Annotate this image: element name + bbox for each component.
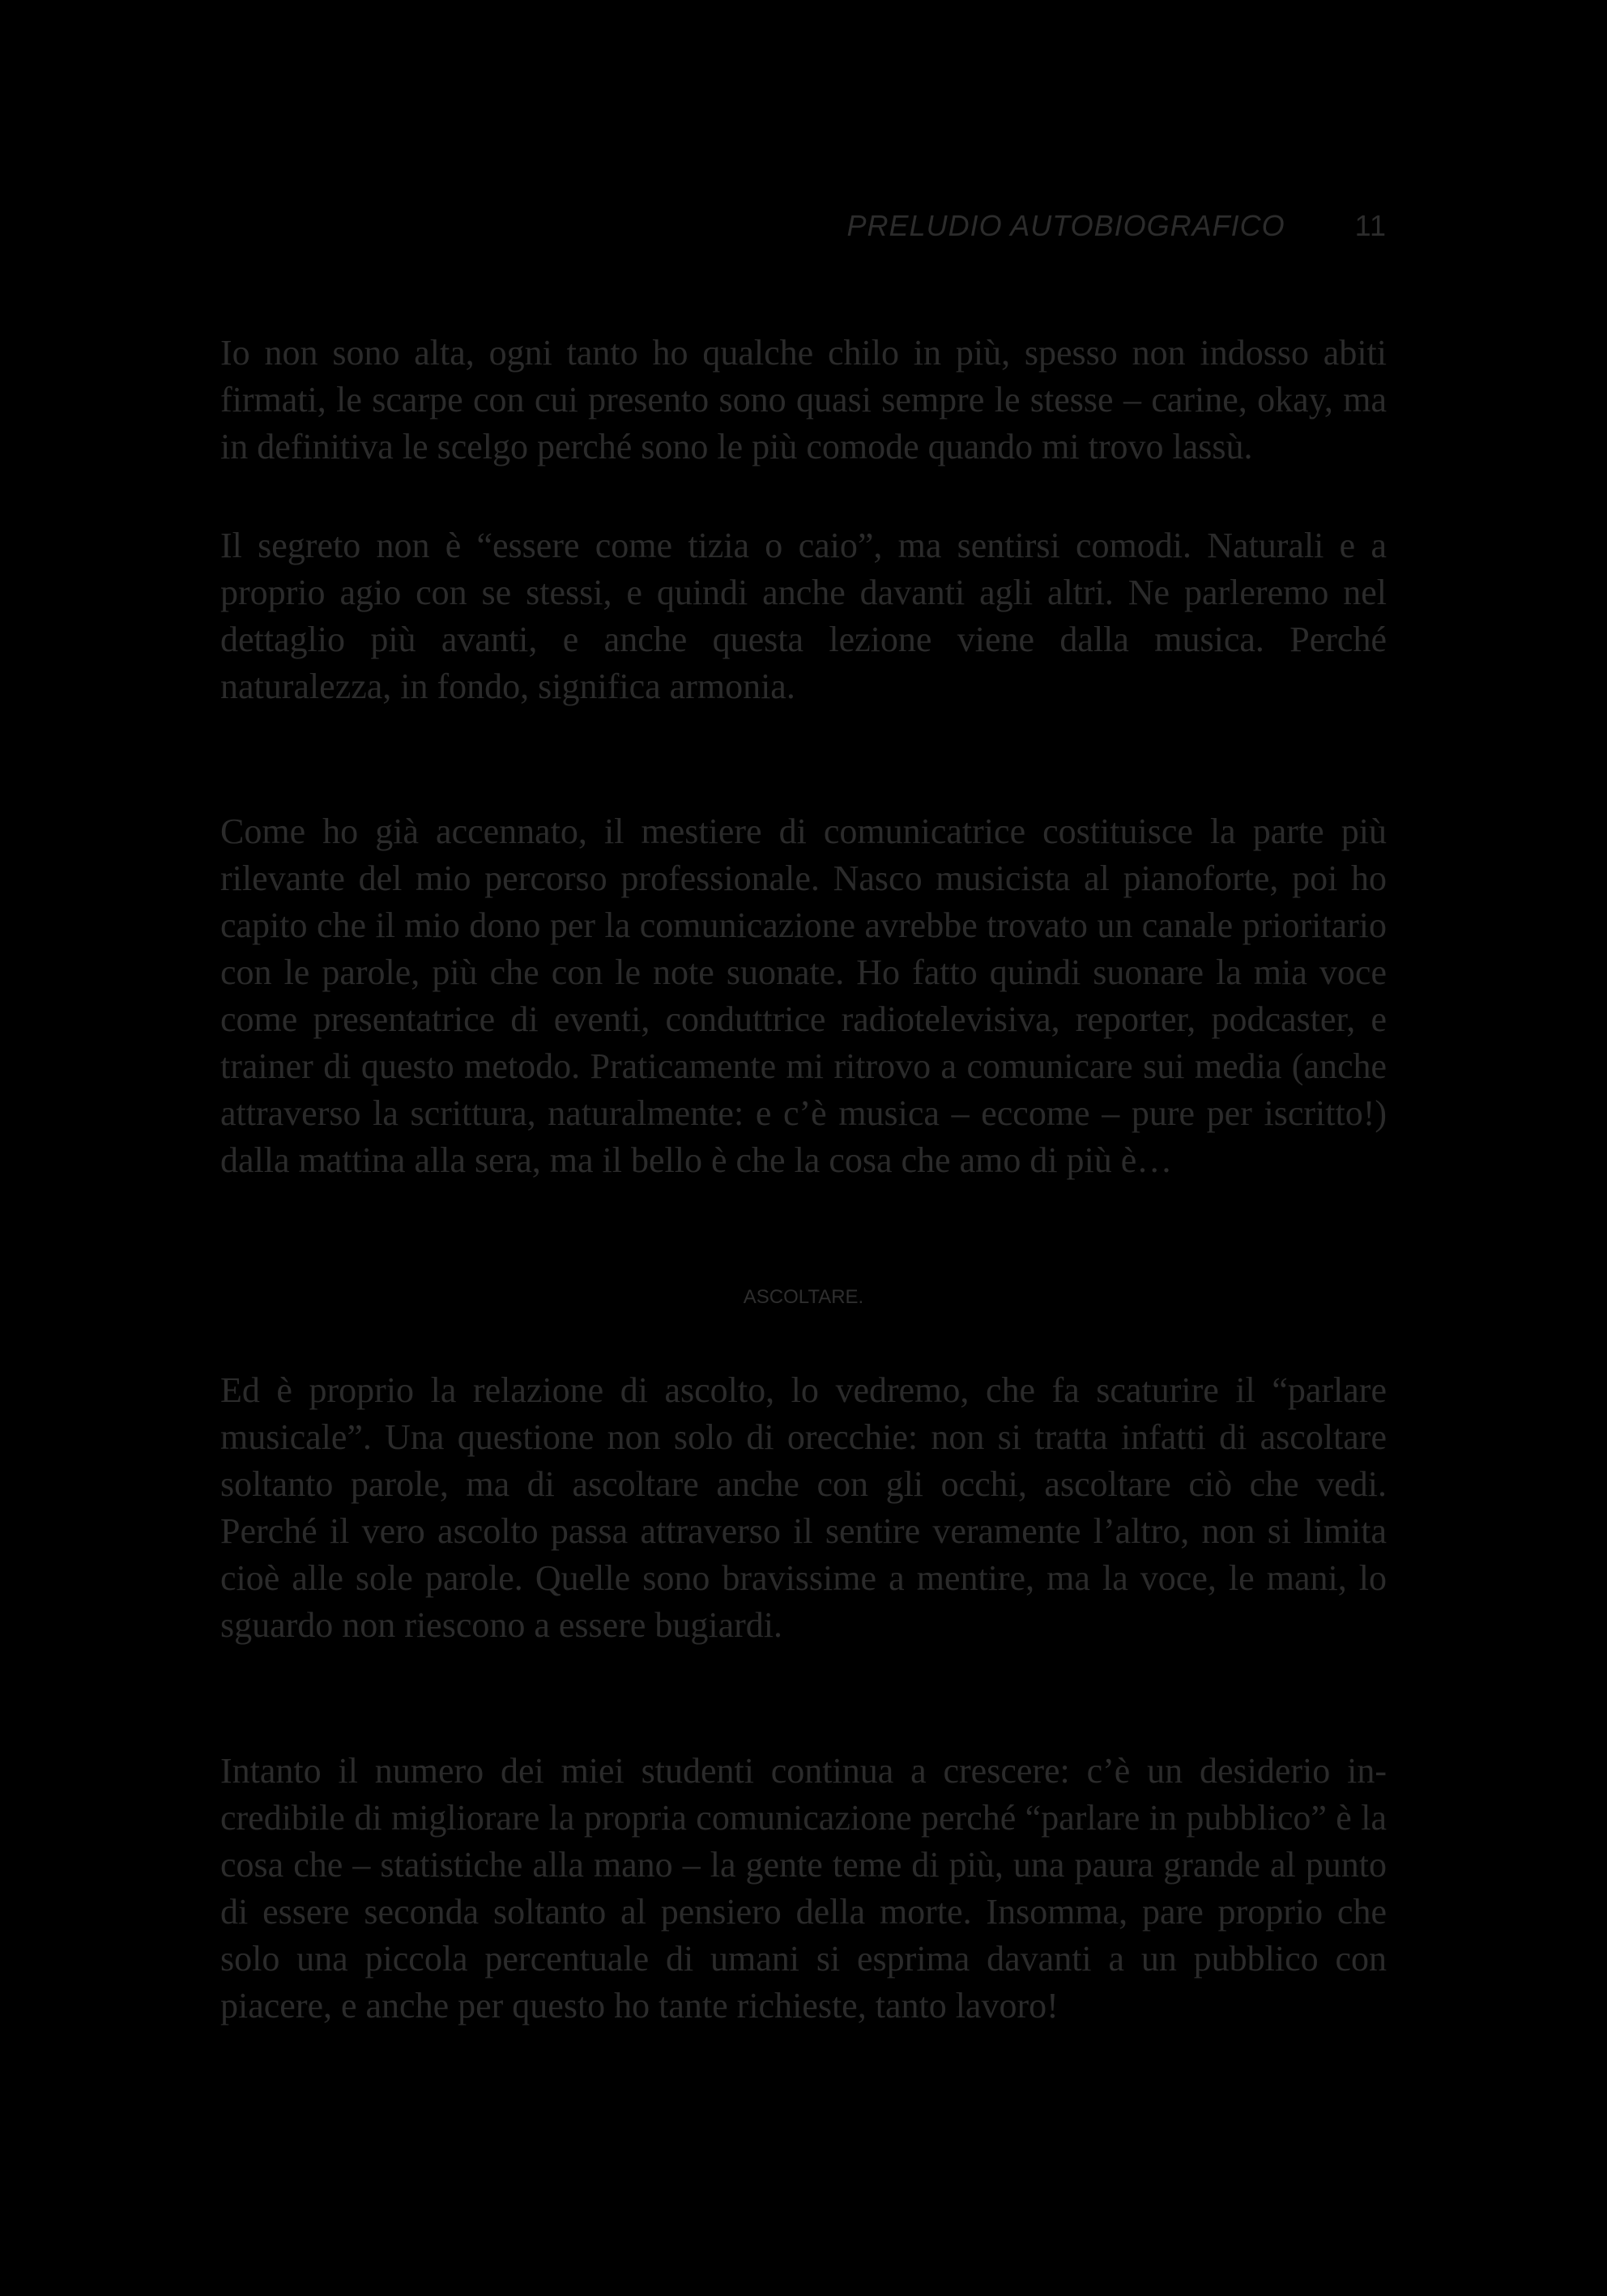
paragraph-1: Io non sono alta, ogni tanto ho qualche chilo in più, spesso non indosso abiti firmati, le scarpe con cui presento sono quasi sempre le stesse – carine, okay, ma in definitiva le scelgo perché sono le più comode quando mi trovo lassù. bbox=[220, 333, 1387, 466]
paragraph-4: Ed è proprio la relazione di ascolto, lo vedremo, che fa scaturire il “parlare musicale”. Una questione non solo di orecchie: non si tratta infatti di ascoltare soltanto parole, ma di ascoltare anche con gli occhi, ascoltare ciò che vedi. Perché il vero ascolto passa attraverso il sentire veramente l’altro, non si limita cioè alle sole parole. Quelle sono bravissime a mentire, ma la voce, le mani, lo sguardo non riescono a essere bugiardi. bbox=[220, 1370, 1387, 1645]
running-title: PRELUDIO AUTOBIOGRAFICO bbox=[846, 209, 1285, 242]
running-head bbox=[0, 209, 1387, 243]
page-number: 11 bbox=[1354, 209, 1387, 242]
section-heading: ASCOLTARE. bbox=[743, 1286, 864, 1308]
paragraph-2: Il segreto non è “essere come tizia o caio”, ma sentirsi comodi. Naturali e a proprio agio con se stessi, e quindi anche davanti agli altri. Ne parleremo nel dettaglio più avanti, e anche questa lezione viene dalla musica. Perché naturalezza, in fondo, significa armonia. bbox=[220, 526, 1387, 706]
paragraph-3: Come ho già accennato, il mestiere di comunicatrice costituisce la parte più rilevante del mio percorso professionale. Nasco musicista al pianoforte, poi ho capito che il mio dono per la comunicazione avrebbe trovato un canale prioritario con le parole, più che con le note suonate. Ho fatto quindi suonare la mia voce come presentatrice di eventi, conduttrice radiotelevisiva, reporter, podcaster, e trainer di questo metodo. Praticamente mi ritrovo a comunicare sui media (anche attraverso la scrittura, naturalmente: e c’è musica – eccome – pure per iscritto!) dalla mattina alla sera, ma il bello è che la cosa che amo di più è… bbox=[220, 811, 1387, 1180]
paragraph-5: Intanto il numero dei miei studenti continua a crescere: c’è un desiderio incredibile di migliorare la propria comunicazione perché “parlare in pubblico” è la cosa che – statistiche alla mano – la gente teme di più, una paura grande al punto di essere seconda soltanto al pensiero della morte. Insomma, pare proprio che solo una piccola percentuale di umani si esprima davanti a un pubblico con piacere, e anche per questo ho tante richieste, tanto lavoro! bbox=[220, 1751, 1387, 2026]
